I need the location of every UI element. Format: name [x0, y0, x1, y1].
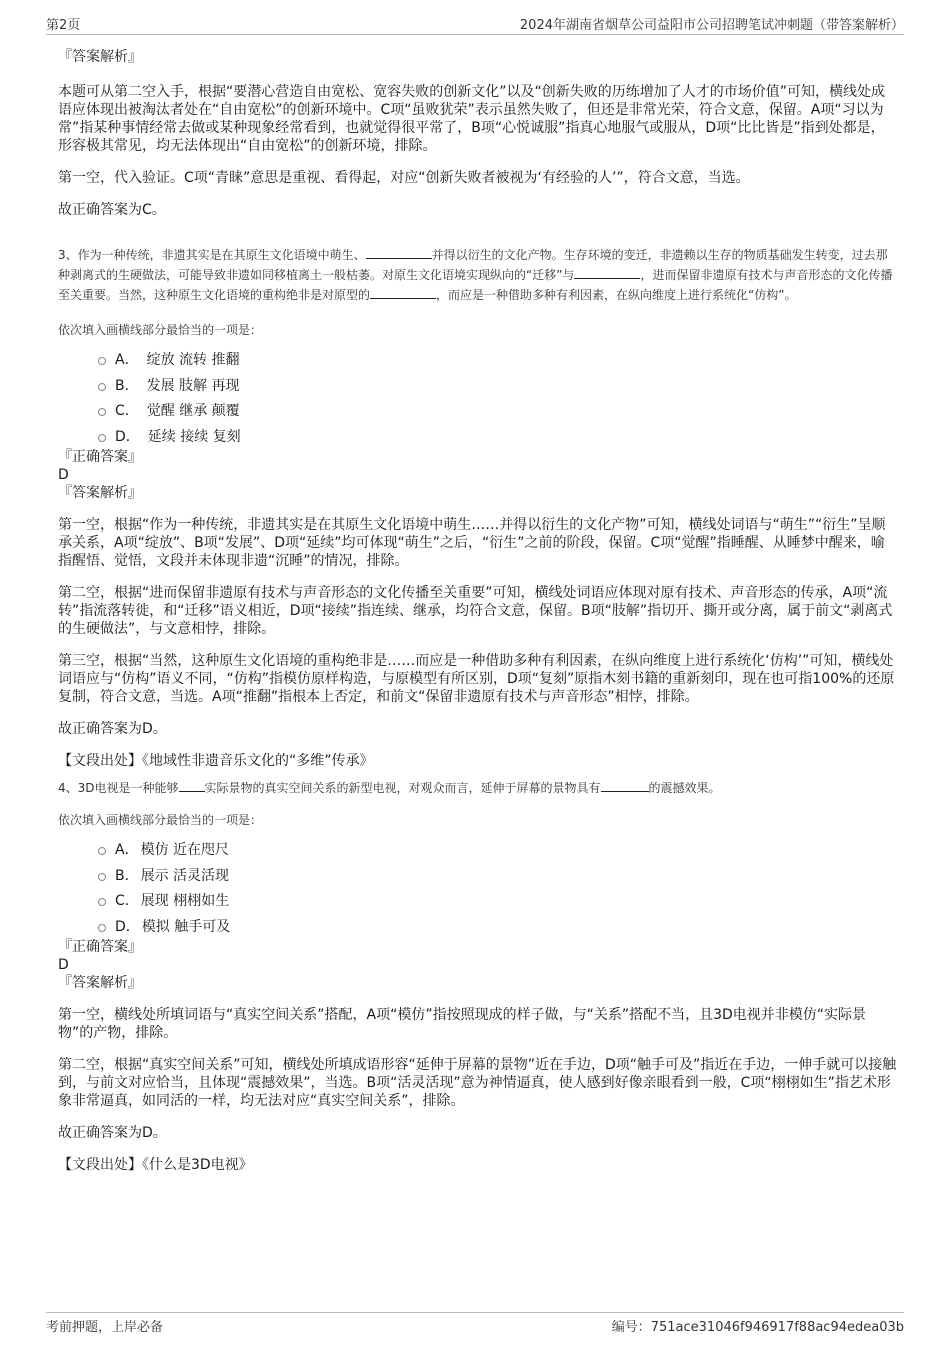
explanation-paragraph: 第三空，根据“当然，这种原生文化语境的重构绝非是……而应是一种借助多种有利因素，在纵向维度上进行系统化‘仿构’”可知，横线处词语应与“仿构”语义不同，“仿构”指模仿原样构造，与原模型有所区别，D项“复刻”原指木刻书籍的重新刻印，现在也可指100%的还原复制，符合文意，当选。A项“推翻”指根本上否定，和前文“保留非遗原有技术与声音形态”相悖，排除。 — [58, 653, 895, 705]
question-3-stem: 3、作为一种传统，非遗其实是在其原生文化语境中萌生、 并得以衍生的文化产物。生存环境的变迁，非遗赖以生存的物质基础发生转变，过去那种剥离式的生硬做法，可能导致非遗如同移植离土一般枯萎。对原生文化语境实现纵向的“迁移”与 ，进而保留非遗原有技术与声音形态的文化传播至关重要。当然，这种原生文化语境的重构绝非是对原型的 ，而应是一种借助多种有利因素，在纵向维度上进行系统化“仿构”。 — [58, 248, 893, 302]
radio-icon[interactable] — [98, 873, 106, 881]
explanation-paragraph: 第二空，根据“进而保留非遗原有技术与声音形态的文化传播至关重要”可知，横线处词语应体现对原有技术、声音形态的传承，A项“流转”指流落转徙，和“迁移”语义相近，D项“接续”指连续、继承，均符合文意，保留。B项“肢解”指切开、撕开或分离，属于前文“剥离式的生硬做法”，与文意相悖，排除。 — [58, 585, 893, 637]
radio-icon[interactable] — [98, 847, 106, 855]
page-number: 第2页 — [46, 18, 81, 33]
source-citation: 【文段出处】《地域性非遗音乐文化的“多维”传承》 — [58, 753, 374, 769]
radio-icon[interactable] — [98, 357, 106, 365]
option-text: 觉醒 继承 颠覆 — [146, 403, 240, 419]
conclusion: 故正确答案为D。 — [58, 721, 167, 737]
radio-icon[interactable] — [98, 924, 106, 932]
document-title: 2024年湖南省烟草公司益阳市公司招聘笔试冲刺题（带答案解析） — [519, 18, 904, 33]
option-b[interactable] — [58, 867, 898, 893]
option-letter: C． — [115, 893, 139, 909]
question-instruction: 依次填入画横线部分最恰当的一项是： — [58, 323, 263, 337]
option-letter: B． — [115, 377, 139, 394]
option-letter: A． — [115, 842, 139, 858]
option-c[interactable] — [58, 402, 898, 428]
option-letter: D． — [115, 918, 140, 935]
correct-answer-label: 『正确答案』 — [58, 449, 142, 465]
answer-explanation-label: 『答案解析』 — [58, 485, 142, 501]
radio-icon[interactable] — [98, 898, 106, 906]
page-footer — [46, 1312, 904, 1335]
correct-answer: D — [58, 957, 69, 973]
correct-answer-label: 『正确答案』 — [58, 939, 142, 955]
radio-icon[interactable] — [98, 434, 106, 442]
option-letter: B． — [115, 867, 139, 884]
explanation-paragraph: 第一空，代入验证。C项“青睐”意思是重视、看得起，对应“创新失败者被视为‘有经验的人’”，符合文意，当选。 — [58, 170, 750, 186]
question-4-stem: 4、3D电视是一种能够 实际景物的真实空间关系的新型电视，对观众而言，延伸于屏幕的景物具有 的震撼效果。 — [58, 781, 721, 795]
option-text: 展示 活灵活现 — [140, 867, 230, 884]
option-text: 延续 接续 复刻 — [147, 428, 241, 445]
page-header — [46, 12, 904, 35]
option-text: 模仿 近在咫尺 — [140, 842, 230, 858]
option-letter: D． — [115, 428, 140, 445]
conclusion: 故正确答案为C。 — [58, 202, 166, 218]
explanation-paragraph: 第二空，根据“真实空间关系”可知，横线处所填成语形容“延伸于屏幕的景物”近在手边，D项“触手可及”指近在手边，一伸手就可以接触到，与前文对应恰当，且体现“震撼效果”，当选。B项“活灵活现”意为神情逼真，使人感到好像亲眼看到一般，C项“栩栩如生”指艺术形象非常逼真，如同活的一样，均无法对应“真实空间关系”，排除。 — [58, 1057, 897, 1109]
options-list — [58, 351, 898, 453]
options-list — [58, 841, 898, 943]
option-text: 绽放 流转 推翻 — [146, 352, 240, 368]
page-content — [58, 44, 898, 1174]
source-citation: 【文段出处】《什么是3D电视》 — [58, 1157, 253, 1173]
option-c[interactable] — [58, 892, 898, 918]
explanation-paragraph: 第一空，根据“作为一种传统，非遗其实是在其原生文化语境中萌生……并得以衍生的文化产物”可知，横线处词语与“萌生”“衍生”呈顺承关系，A项“绽放”、B项“发展”、D项“延续”均可体现“萌生”之后，“衍生”之前的阶段，保留。C项“觉醒”指睡醒、从睡梦中醒来，喻指醒悟、觉悟，文段并未体现非遗“沉睡”的情况，排除。 — [58, 517, 886, 569]
option-text: 展现 栩栩如生 — [140, 893, 230, 909]
option-a[interactable] — [58, 351, 898, 377]
explanation-paragraph: 第一空，横线处所填词语与“真实空间关系”搭配，A项“模仿”指按照现成的样子做，与“关系”搭配不当，且3D电视并非模仿“实际景物”的产物，排除。 — [58, 1007, 867, 1041]
question-instruction: 依次填入画横线部分最恰当的一项是： — [58, 813, 263, 827]
explanation-paragraph: 本题可从第二空入手，根据“要潜心营造自由宽松、宽容失败的创新文化”以及“创新失败的历练增加了人才的市场价值”可知，横线处成语应体现出被淘汰者处在“自由宽松”的创新环境中。C项“虽败犹荣”表示虽然失败了，但还是非常光荣，符合文意，保留。A项“习以为常”指某种事情经常去做或某种现象经常看到，也就觉得很平常了，B项“心悦诚服”指真心地服气或服从，D项“比比皆是”指到处都是，形容极其常见，均无法体现出“自由宽松”的创新环境，排除。 — [58, 84, 886, 154]
correct-answer: D — [58, 467, 69, 483]
answer-explanation-label: 『答案解析』 — [58, 49, 142, 65]
option-letter: A． — [115, 352, 139, 368]
document-code: 编号：751ace31046f946917f88ac94edea03b — [611, 1320, 904, 1335]
radio-icon[interactable] — [98, 408, 106, 416]
option-letter: C． — [115, 403, 139, 419]
answer-explanation-label: 『答案解析』 — [58, 975, 142, 991]
radio-icon[interactable] — [98, 383, 106, 391]
option-a[interactable] — [58, 841, 898, 867]
option-b[interactable] — [58, 377, 898, 403]
option-text: 模拟 触手可及 — [141, 918, 231, 935]
conclusion: 故正确答案为D。 — [58, 1125, 167, 1141]
footer-slogan: 考前押题，上岸必备 — [46, 1320, 164, 1335]
option-text: 发展 肢解 再现 — [146, 377, 240, 394]
